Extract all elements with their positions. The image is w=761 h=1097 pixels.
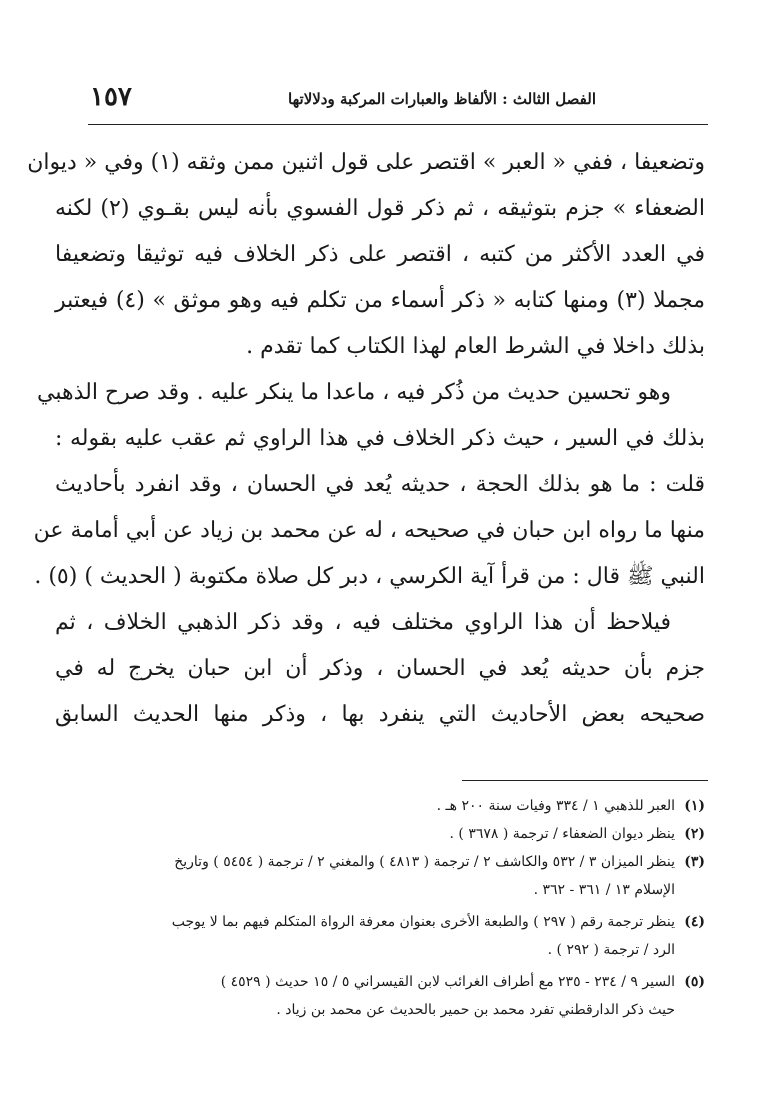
text-line: جزم بأن حديثه يُعد في الحسان ، وذكر أن ابن حبان يخرج له في <box>55 656 705 681</box>
footnote-number: (١) <box>684 798 705 814</box>
footnote <box>55 820 705 848</box>
footnote <box>55 968 705 1024</box>
footnote-text: العبر للذهبي ١ / ٣٣٤ وفيات سنة ٢٠٠ هـ . <box>436 798 675 814</box>
footnotes <box>55 792 705 1024</box>
text-line: فيلاحظ أن هذا الراوي مختلف فيه ، وقد ذكر الذهبي الخلاف ، ثم <box>55 610 671 635</box>
footnote-text: السير ٩ / ٢٣٤ - ٢٣٥ مع أطراف الغرائب لابن القيسراني ٥ / ١٥ حديث ( ٤٥٢٩ ) <box>220 974 675 990</box>
footnote-number: (٣) <box>684 854 705 870</box>
text-line: في العدد الأكثر من كتبه ، اقتصر على ذكر الخلاف فيه توثيقا وتضعيفا <box>55 242 705 267</box>
text-line: وهو تحسين حديث من ذُكر فيه ، ماعدا ما ينكر عليه . وقد صرح الذهبي <box>37 380 671 405</box>
text-line: الضعفاء » جزم بتوثيقه ، ثم ذكر قول الفسوي بأنه ليس بقـوي (٢) لكنه <box>55 196 705 221</box>
text-line: قلت : ما هو بذلك الحجة ، حديثه يُعد في الحسان ، وقد انفرد بأحاديث <box>55 472 705 497</box>
text-line: بذلك داخلا في الشرط العام لهذا الكتاب كما تقدم . <box>246 334 705 359</box>
text-line: وتضعيفا ، ففي « العبر » اقتصر على قول اثنين ممن وثقه (١) وفي « ديوان <box>27 150 705 175</box>
footnote-number: (٢) <box>684 826 705 842</box>
footnote-text: ينظر ترجمة رقم ( ٢٩٧ ) والطبعة الأخرى بعنوان معرفة الرواة المتكلم فيهم بما لا يوجب <box>171 914 675 930</box>
footnote-text: ينظر الميزان ٣ / ٥٣٢ والكاشف ٢ / ترجمة ( ٤٨١٣ ) والمغني ٢ / ترجمة ( ٥٤٥٤ ) وتاريخ <box>174 854 675 870</box>
footnote <box>55 792 705 820</box>
page-header <box>88 82 708 125</box>
text-line: صحيحه بعض الأحاديث التي ينفرد بها ، وذكر منها الحديث السابق <box>55 702 705 727</box>
footnote-text: الرد / ترجمة ( ٢٩٢ ) . <box>547 942 675 958</box>
chapter-title: الفصل الثالث : الألفاظ والعبارات المركبة ودلالاتها <box>288 90 596 108</box>
text-line: منها ما رواه ابن حبان في صحيحه ، له عن محمد بن زياد عن أبي أمامة عن <box>33 518 705 543</box>
footnote-divider <box>462 780 708 781</box>
footnote <box>55 908 705 964</box>
page-number: ١٥٧ <box>90 82 132 112</box>
footnote-number: (٥) <box>684 974 705 990</box>
footnote-number: (٤) <box>684 914 705 930</box>
footnote <box>55 848 705 904</box>
text-line: بذلك في السير ، حيث ذكر الخلاف في هذا الراوي ثم عقب عليه بقوله : <box>55 426 705 451</box>
footnote-text: ينظر ديوان الضعفاء / ترجمة ( ٣٦٧٨ ) . <box>449 826 675 842</box>
footnote-text: الإسلام ١٣ / ٣٦١ - ٣٦٢ . <box>533 882 675 898</box>
footnote-text: حيث ذكر الدارقطني تفرد محمد بن حمير بالحديث عن محمد بن زياد . <box>276 1002 675 1018</box>
text-line: النبي ﷺ قال : من قرأ آية الكرسي ، دبر كل صلاة مكتوبة ( الحديث ) (٥) . <box>34 564 705 589</box>
text-line: مجملا (٣) ومنها كتابه « ذكر أسماء من تكلم فيه وهو موثق » (٤) فيعتبر <box>55 288 705 313</box>
main-text <box>27 140 705 738</box>
